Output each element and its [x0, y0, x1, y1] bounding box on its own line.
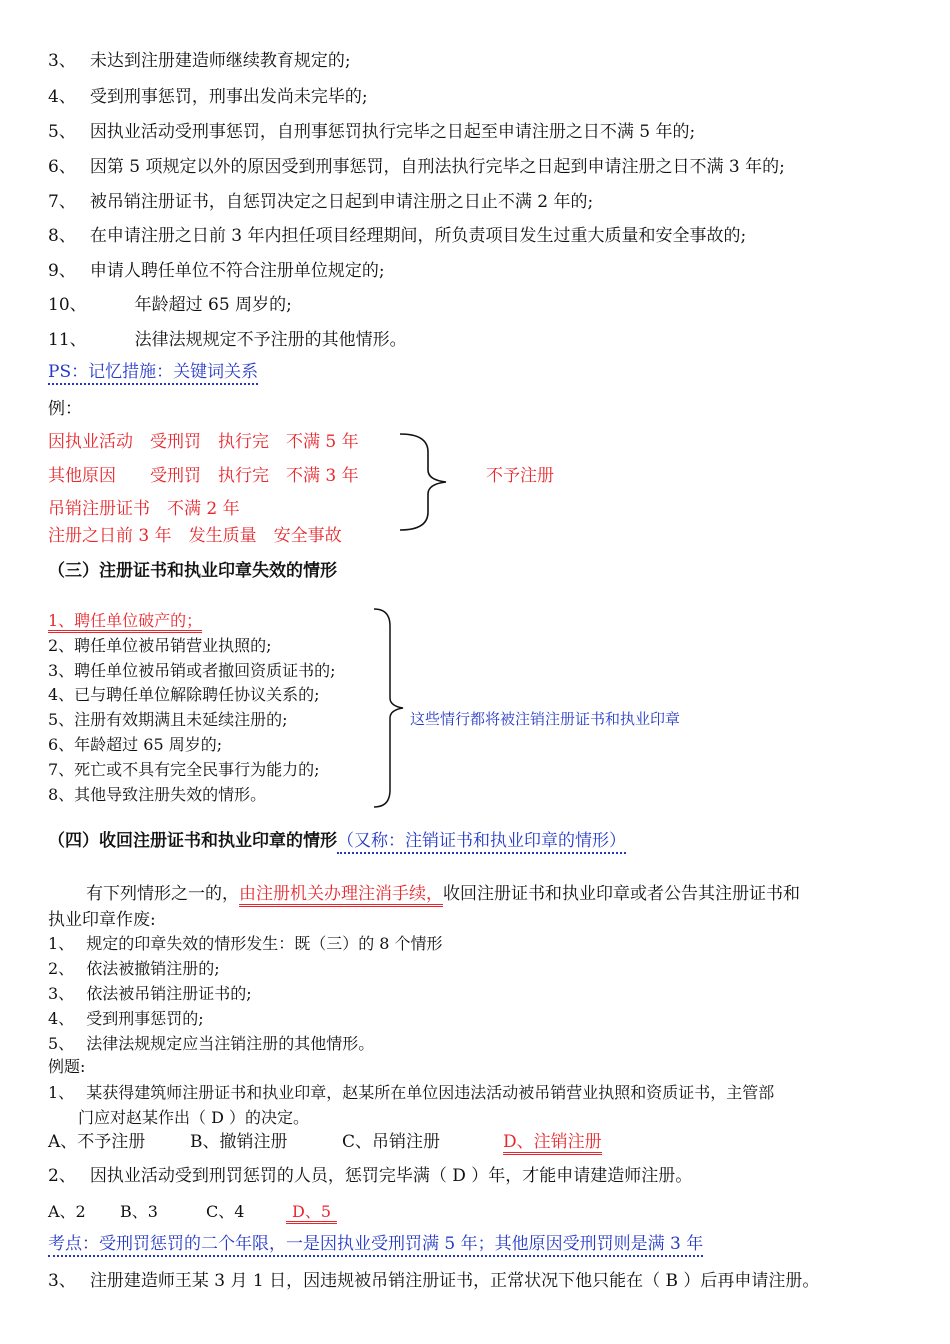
section4-intro: 有下列情形之一的，由注册机关办理注消手续，收回注册证书和执业印章或者公告其注册证书和	[86, 883, 800, 905]
list-item	[48, 121, 695, 143]
examples-label: 例题:	[48, 1057, 86, 1076]
item-number: 8、	[48, 226, 76, 246]
item-text: 被吊销注册证书，自惩罚决定之日起到申请注册之日止不满 2 年的;	[89, 192, 594, 212]
section-four-heading	[48, 830, 626, 852]
question-2-option: C、4	[206, 1202, 245, 1221]
right-brace-icon	[372, 606, 406, 810]
section4-intro-cont: 执业印章作废:	[48, 910, 156, 930]
question-2-option: A、2	[48, 1202, 86, 1221]
item-text: 因执业活动受刑事惩罚，自刑事惩罚执行完毕之日起至申请注册之日不满 5 年的;	[89, 122, 696, 142]
item-number: 4、	[48, 87, 76, 107]
question-1-cont: 门应对赵某作出（ D ）的决定。	[78, 1108, 310, 1127]
list-item	[48, 225, 746, 247]
section-four-title: （四）收回注册证书和执业印章的情形	[48, 831, 337, 851]
section3-item-highlight: 1、聘任单位破产的；	[48, 610, 202, 631]
question-2-answer: D、5	[286, 1201, 337, 1222]
item-text: 法律法规规定不予注册的其他情形。	[134, 330, 407, 350]
list-item	[48, 260, 385, 282]
section-three-title: （三）注册证书和执业印章失效的情形	[48, 561, 337, 581]
section4-item: 2、 依法被撤销注册的;	[48, 959, 220, 978]
list-item	[48, 294, 292, 316]
item-number: 9、	[48, 261, 76, 281]
item-text: 未达到注册建造师继续教育规定的;	[89, 51, 351, 71]
section3-item: 8、其他导致注册失效的情形。	[48, 785, 267, 804]
list-item	[48, 191, 593, 213]
section3-item: 4、已与聘任单位解除聘任协议关系的;	[48, 685, 320, 704]
item-text: 在申请注册之日前 3 年内担任项目经理期间，所负责项目发生过重大质量和安全事故的;	[89, 226, 747, 246]
question-2-option: B、3	[120, 1202, 158, 1221]
list-item	[48, 156, 785, 178]
ps-memory-hint: PS：记忆措施：关键词关系	[48, 361, 258, 383]
question-1-answer: D、注销注册	[503, 1131, 602, 1153]
memo-row: 其他原因 受刑罚 执行完 不满 3 年	[48, 466, 359, 486]
list-item	[48, 329, 407, 351]
item-number: 10、	[48, 295, 87, 315]
item-text: 年龄超过 65 周岁的;	[134, 295, 292, 315]
section4-item: 3、 依法被吊销注册证书的;	[48, 984, 252, 1003]
section3-item: 3、聘任单位被吊销或者撤回资质证书的;	[48, 661, 336, 680]
section3-note: 这些情行都将被注销注册证书和执业印章	[410, 710, 681, 728]
item-number: 7、	[48, 192, 76, 212]
section3-item: 5、注册有效期满且未延续注册的;	[48, 710, 288, 729]
question-3: 3、 注册建造师王某 3 月 1 日，因违规被吊销注册证书，正常状况下他只能在（ B ）后再申请注册。	[48, 1271, 820, 1291]
section3-item: 6、年龄超过 65 周岁的;	[48, 735, 223, 754]
section3-item: 2、聘任单位被吊销营业执照的;	[48, 636, 272, 655]
question-1: 1、 某获得建筑师注册证书和执业印章，赵某所在单位因违法活动被吊销营业执照和资质证书，主管部	[48, 1083, 775, 1102]
section4-item: 1、 规定的印章失效的情形发生：既（三）的 8 个情形	[48, 934, 443, 953]
item-text: 申请人聘任单位不符合注册单位规定的;	[89, 261, 385, 281]
list-item	[48, 50, 351, 72]
memo-result: 不予注册	[486, 466, 554, 486]
item-text: 因第 5 项规定以外的原因受到刑事惩罚，自刑法执行完毕之日起到申请注册之日不满 3 年的;	[89, 157, 785, 177]
memo-row: 因执业活动 受刑罚 执行完 不满 5 年	[48, 432, 359, 452]
item-number: 3、	[48, 51, 76, 71]
memo-row: 吊销注册证书 不满 2 年	[48, 499, 240, 519]
example-label: 例：	[48, 399, 82, 419]
item-number: 11、	[48, 330, 87, 350]
intro-highlight: 由注册机关办理注消手续，	[239, 884, 443, 907]
item-number: 6、	[48, 157, 76, 177]
section-four-alias: （又称：注销证书和执业印章的情形）	[337, 831, 626, 854]
item-text: 受到刑事惩罚，刑事出发尚未完毕的;	[89, 87, 368, 107]
question-1-option: A、不予注册	[48, 1132, 146, 1152]
section4-item: 4、 受到刑事惩罚的;	[48, 1009, 204, 1028]
right-brace-icon	[398, 430, 450, 534]
memo-row: 注册之日前 3 年 发生质量 安全事故	[48, 526, 342, 546]
list-item	[48, 86, 368, 108]
question-1-option: B、撤销注册	[190, 1132, 288, 1152]
exam-point: 考点：受刑罚惩罚的二个年限，一是因执业受刑罚满 5 年；其他原因受刑罚则是满 3 年	[48, 1233, 703, 1255]
item-number: 5、	[48, 122, 76, 142]
question-2: 2、 因执业活动受到刑罚惩罚的人员，惩罚完毕满（ D ）年，才能申请建造师注册。	[48, 1166, 693, 1186]
question-1-option: C、吊销注册	[342, 1132, 441, 1152]
section3-item: 7、死亡或不具有完全民事行为能力的;	[48, 760, 320, 779]
section4-item: 5、 法律法规规定应当注销注册的其他情形。	[48, 1034, 375, 1053]
